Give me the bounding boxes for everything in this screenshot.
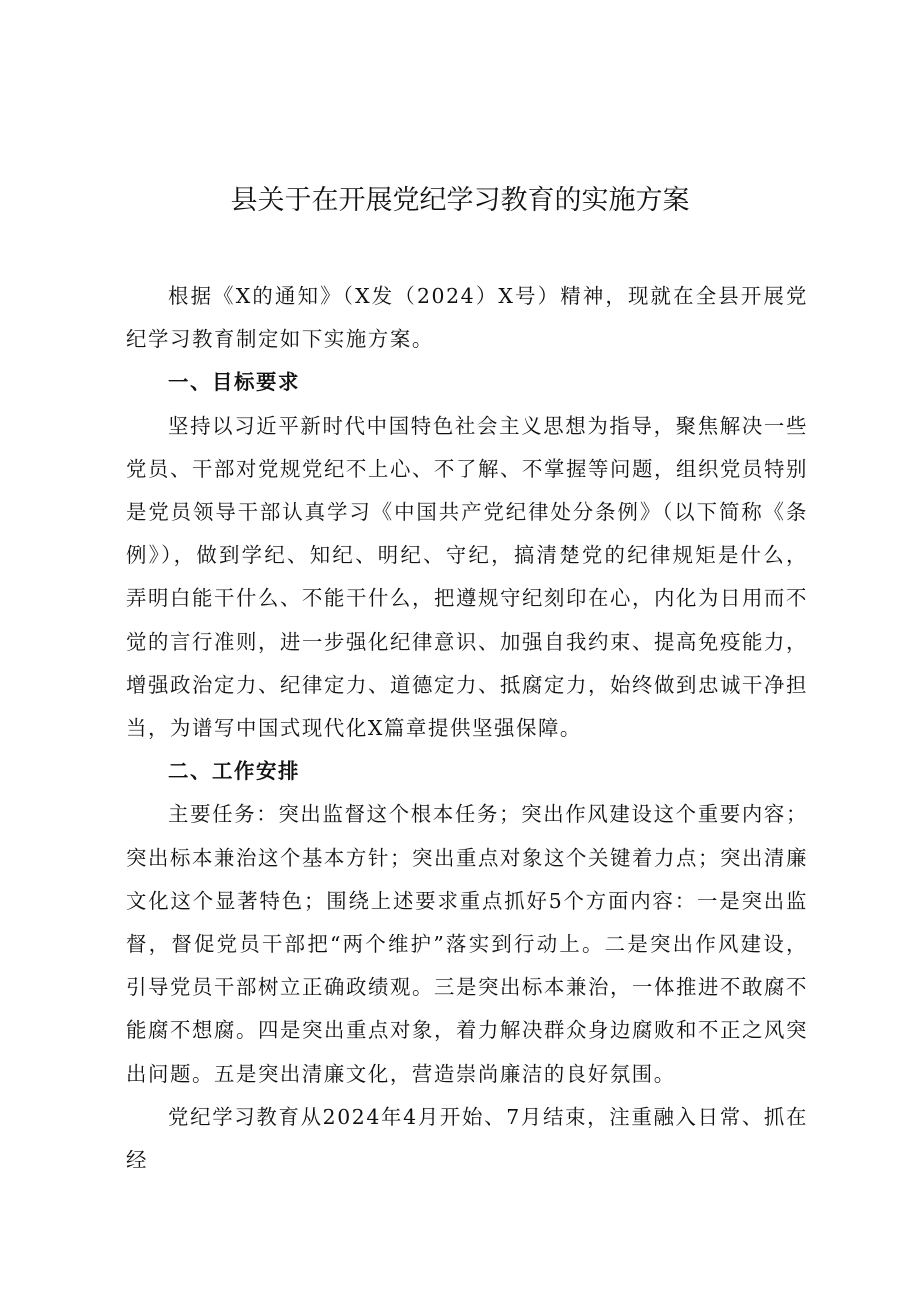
section-heading-goals: 一、目标要求 xyxy=(168,370,300,395)
intro-paragraph: 根据《X的通知》（X发（2024）X号）精神，现就在全县开展党纪学习教育制定如下实施方案。 xyxy=(126,284,808,352)
schedule-paragraph: 党纪学习教育从2024年4月开始、7月结束，注重融入日常、抓在经 xyxy=(126,1104,808,1173)
document-title: 县关于在开展党纪学习教育的实施方案 xyxy=(230,185,690,216)
section-heading-arrangements: 二、工作安排 xyxy=(168,759,300,784)
document-body xyxy=(126,275,808,1182)
goals-paragraph: 坚持以习近平新时代中国特色社会主义思想为指导，聚焦解决一些党员、干部对党规党纪不上心、不了解、不掌握等问题，组织党员特别是党员领导干部认真学习《中国共产党纪律处分条例》（以下简称《条例》），做到学纪、知纪、明纪、守纪，搞清楚党的纪律规矩是什么，弄明白能干什么、不能干什么，把遵规守纪刻印在心，内化为日用而不觉的言行准则，进一步强化纪律意识、加强自我约束、提高免疫能力，增强政治定力、纪律定力、道德定力、抵腐定力，始终做到忠诚干净担当，为谱写中国式现代化X篇章提供坚强保障。 xyxy=(126,413,808,741)
tasks-paragraph: 主要任务：突出监督这个根本任务；突出作风建设这个重要内容；突出标本兼治这个基本方针；突出重点对象这个关键着力点；突出清廉文化这个显著特色；围绕上述要求重点抓好5个方面内容：一是突出监督，督促党员干部把“两个维护”落实到行动上。二是突出作风建设，引导党员干部树立正确政绩观。三是突出标本兼治，一体推进不敢腐不能腐不想腐。四是突出重点对象，着力解决群众身边腐败和不正之风突出问题。五是突出清廉文化，营造崇尚廉洁的良好氛围。 xyxy=(126,802,808,1086)
